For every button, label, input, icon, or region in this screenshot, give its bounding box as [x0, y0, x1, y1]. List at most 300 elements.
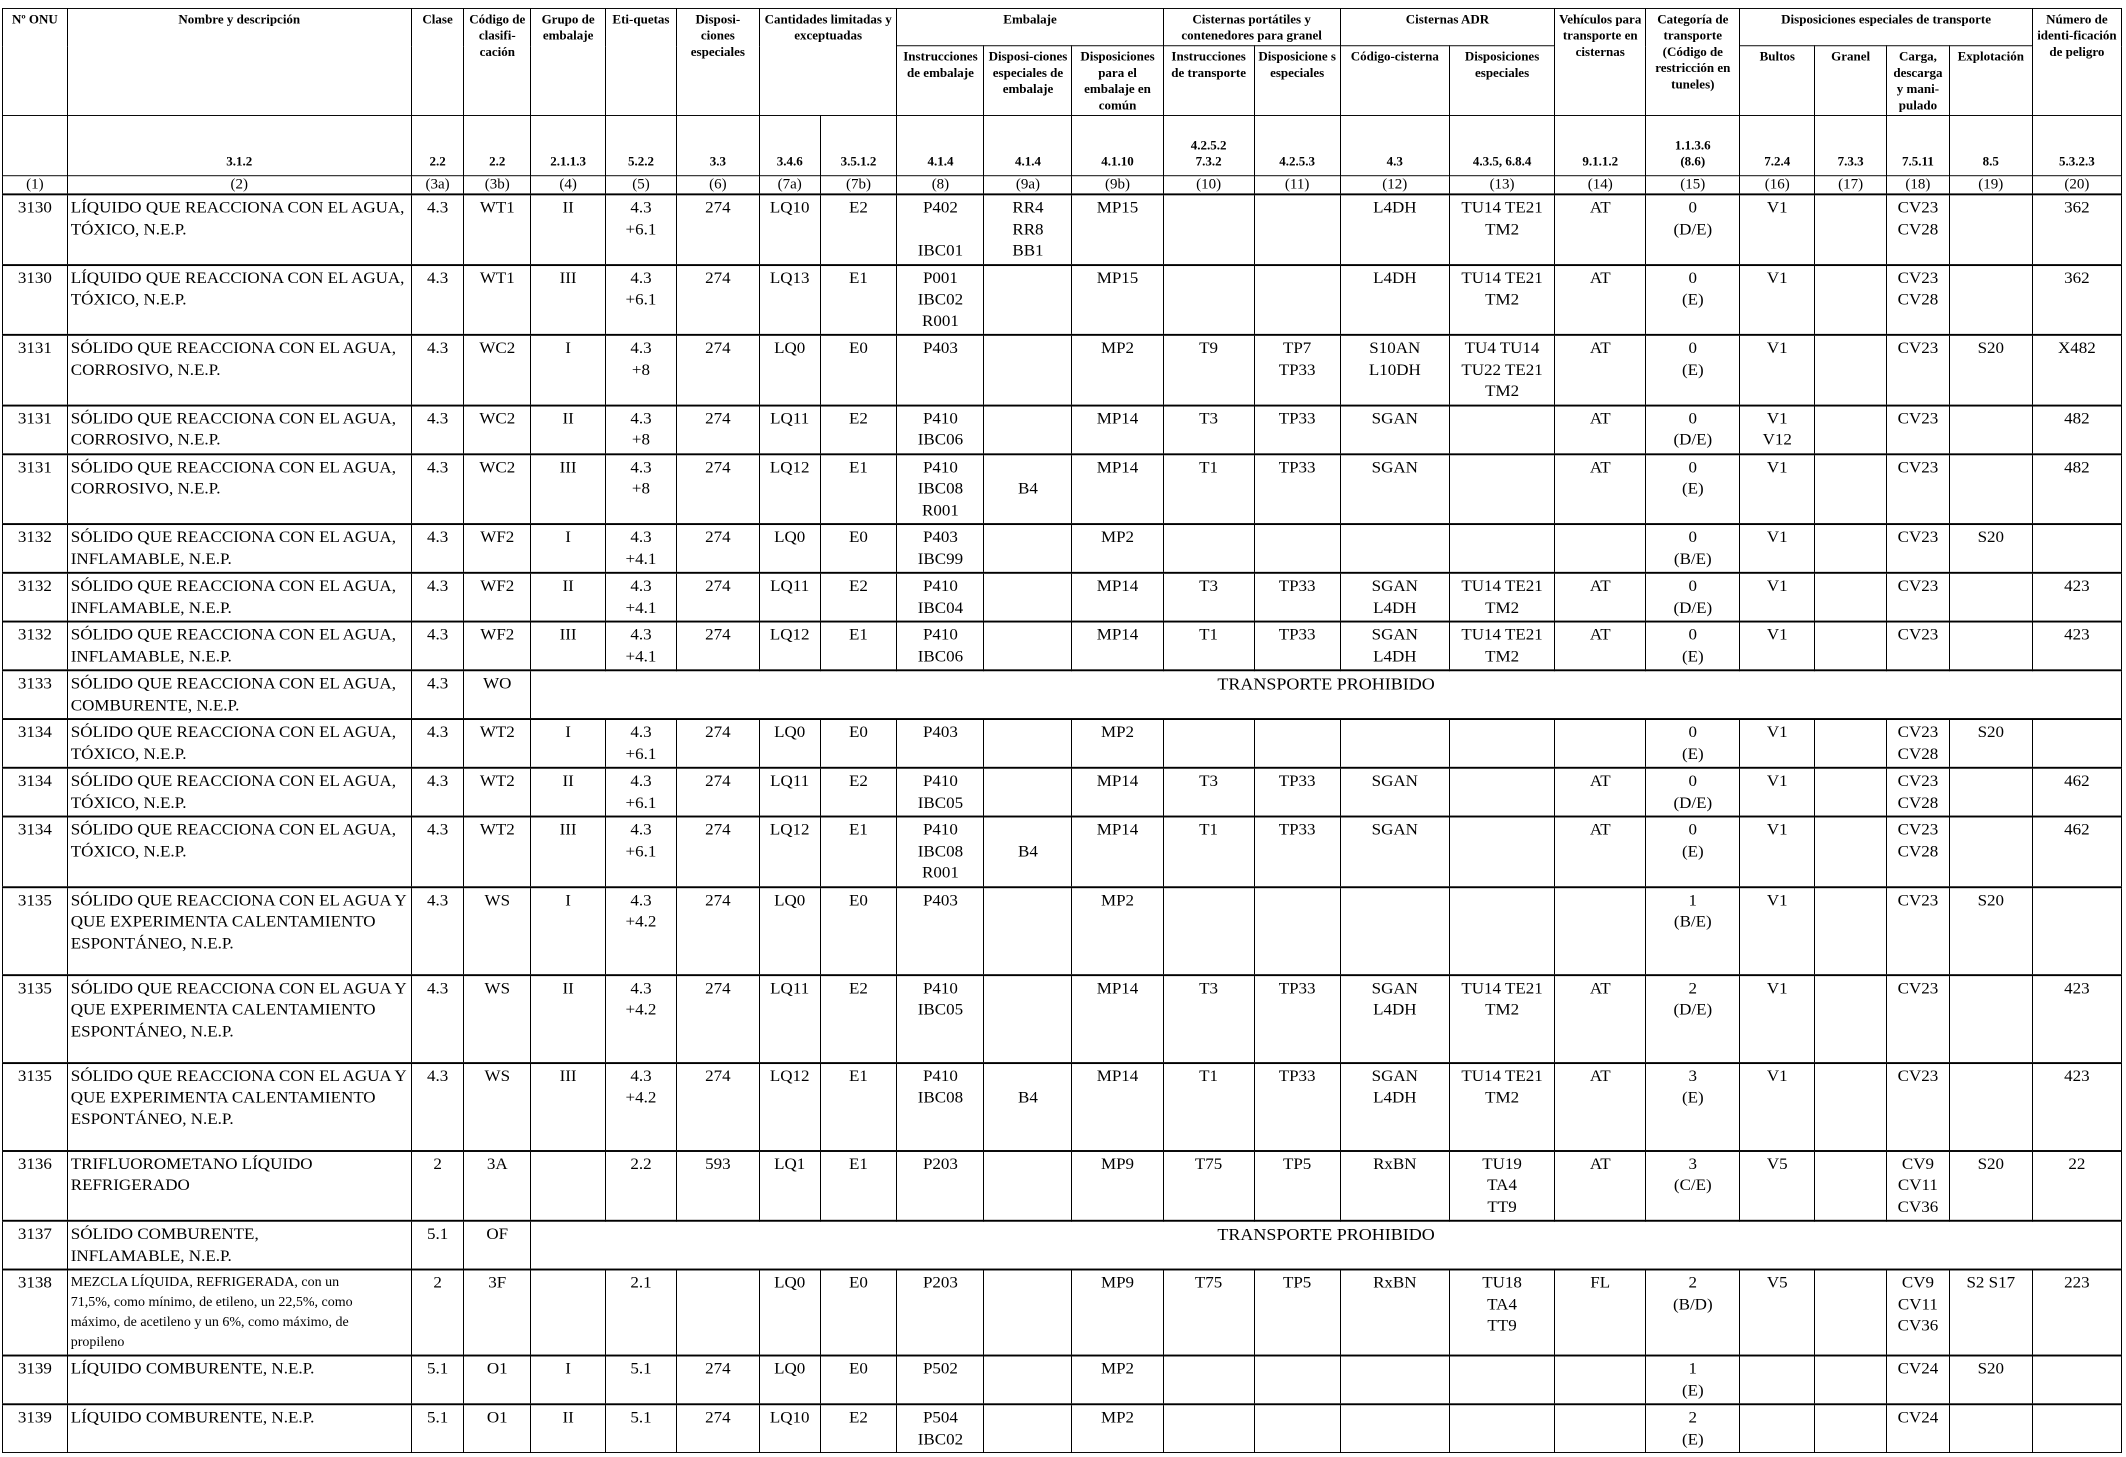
cell-tank-code: RxBN [1340, 1151, 1449, 1221]
cell-substance-name: SÓLIDO QUE REACCIONA CON EL AGUA, COMBURENTE, N.E.P. [67, 670, 411, 719]
cell-tank-code [1340, 719, 1449, 768]
cell-tank-code: RxBN [1340, 1270, 1449, 1356]
cell-special-packing [984, 1270, 1072, 1356]
cell-special-packing: B4 [984, 454, 1072, 524]
cell-transport-category: 0 (E) [1646, 454, 1740, 524]
cell-hazard-id: 482 [2032, 405, 2121, 454]
cell-special-provisions: 274 [676, 454, 759, 524]
cell-tank-instructions [1163, 719, 1254, 768]
cell-operation-provision [1949, 405, 2032, 454]
cell-bulk-provision [1815, 887, 1887, 975]
cell-special-packing [984, 975, 1072, 1063]
cell-loading-provision: CV23 [1887, 454, 1950, 524]
cell-special-provisions: 274 [676, 1404, 759, 1452]
cell-transport-category: 2 (D/E) [1646, 975, 1740, 1063]
cell-tank-special-provisions: TP33 [1254, 622, 1340, 671]
column-number: (5) [606, 176, 677, 195]
cell-class: 4.3 [411, 622, 464, 671]
cell-bulk-provision [1815, 1063, 1887, 1151]
header-packing-instructions: Instrucciones de embalaje [897, 46, 984, 116]
ref-c9b: 4.1.10 [1072, 116, 1163, 176]
cell-packing-instructions: P403 IBC99 [897, 524, 984, 573]
cell-tank-instructions: T9 [1163, 335, 1254, 405]
cell-labels: 2.1 [606, 1270, 677, 1356]
cell-classification-code: WT1 [464, 265, 531, 335]
cell-adr-special-provisions [1449, 1404, 1554, 1452]
cell-tank-code [1340, 524, 1449, 573]
cell-packages-provision: V1 [1740, 887, 1815, 975]
table-header [3, 8, 2122, 194]
cell-limited-quantity: LQ0 [759, 335, 820, 405]
cell-classification-code: WF2 [464, 622, 531, 671]
cell-excepted-quantity: E1 [820, 1151, 897, 1221]
cell-tank-instructions: T1 [1163, 817, 1254, 887]
cell-classification-code: 3A [464, 1151, 531, 1221]
header-limited-quantities: Cantidades limitadas y exceptuadas [759, 8, 897, 115]
cell-substance-name: LÍQUIDO QUE REACCIONA CON EL AGUA, TÓXICO, N.E.P. [67, 194, 411, 264]
header-portable-tanks-group: Cisternas portátiles y contenedores para granel [1163, 8, 1340, 45]
header-un-number: Nº ONU [3, 8, 68, 115]
cell-limited-quantity: LQ1 [759, 1151, 820, 1221]
column-number: (17) [1815, 176, 1887, 195]
cell-excepted-quantity: E1 [820, 454, 897, 524]
column-number: (11) [1254, 176, 1340, 195]
cell-special-packing [984, 719, 1072, 768]
cell-operation-provision [1949, 194, 2032, 264]
ref-c1 [3, 116, 68, 176]
cell-tank-code [1340, 1356, 1449, 1405]
cell-substance-name: MEZCLA LÍQUIDA, REFRIGERADA, con un 71,5%, como mínimo, de etileno, un 22,5%, como máximo, de acetileno y un 6%, como máximo, de propileno [67, 1270, 411, 1356]
cell-classification-code: WS [464, 887, 531, 975]
cell-un-number: 3136 [3, 1151, 68, 1221]
cell-tank-special-provisions [1254, 1356, 1340, 1405]
cell-transport-category: 1 (B/E) [1646, 887, 1740, 975]
cell-packing-group: II [531, 975, 606, 1063]
cell-operation-provision [1949, 1063, 2032, 1151]
cell-special-provisions: 274 [676, 817, 759, 887]
cell-excepted-quantity: E0 [820, 1356, 897, 1405]
cell-bulk-provision [1815, 719, 1887, 768]
cell-packing-group: III [531, 454, 606, 524]
cell-mixed-packing: MP14 [1072, 454, 1163, 524]
ref-c17: 7.3.3 [1815, 116, 1887, 176]
cell-mixed-packing: MP9 [1072, 1270, 1163, 1356]
column-number: (9a) [984, 176, 1072, 195]
cell-loading-provision: CV23 [1887, 1063, 1950, 1151]
cell-packing-group: III [531, 622, 606, 671]
header-transport-instructions: Instrucciones de transporte [1163, 46, 1254, 116]
cell-substance-name: SÓLIDO QUE REACCIONA CON EL AGUA Y QUE EXPERIMENTA CALENTAMIENTO ESPONTÁNEO, N.E.P. [67, 975, 411, 1063]
cell-tank-code [1340, 887, 1449, 975]
reference-row [3, 116, 2122, 176]
cell-substance-name: TRIFLUOROMETANO LÍQUIDO REFRIGERADO [67, 1151, 411, 1221]
cell-bulk-provision [1815, 817, 1887, 887]
cell-packages-provision: V1 V12 [1740, 405, 1815, 454]
table-row [3, 1404, 2122, 1452]
column-number: (14) [1555, 176, 1646, 195]
cell-excepted-quantity: E2 [820, 1404, 897, 1452]
cell-substance-name: SÓLIDO QUE REACCIONA CON EL AGUA, INFLAMABLE, N.E.P. [67, 573, 411, 622]
cell-substance-name: LÍQUIDO QUE REACCIONA CON EL AGUA, TÓXICO, N.E.P. [67, 265, 411, 335]
cell-packages-provision: V1 [1740, 768, 1815, 817]
cell-packing-group: III [531, 1063, 606, 1151]
cell-tank-vehicle: AT [1555, 405, 1646, 454]
cell-special-packing [984, 405, 1072, 454]
column-number-row [3, 176, 2122, 195]
cell-packages-provision: V1 [1740, 335, 1815, 405]
column-number: (3b) [464, 176, 531, 195]
cell-un-number: 3130 [3, 194, 68, 264]
cell-labels: 4.3 +6.1 [606, 194, 677, 264]
cell-excepted-quantity: E0 [820, 719, 897, 768]
cell-transport-prohibited: TRANSPORTE PROHIBIDO [531, 670, 2122, 719]
cell-excepted-quantity: E1 [820, 265, 897, 335]
header-packages: Bultos [1740, 46, 1815, 116]
cell-tank-code: SGAN L4DH [1340, 622, 1449, 671]
cell-special-packing [984, 335, 1072, 405]
cell-special-packing [984, 265, 1072, 335]
cell-classification-code: WC2 [464, 454, 531, 524]
cell-hazard-id [2032, 524, 2121, 573]
header-special-provisions: Disposi-ciones especiales [676, 8, 759, 115]
cell-classification-code: WC2 [464, 335, 531, 405]
cell-special-provisions: 593 [676, 1151, 759, 1221]
cell-packing-instructions: P403 [897, 719, 984, 768]
cell-class: 4.3 [411, 194, 464, 264]
cell-substance-name: SÓLIDO QUE REACCIONA CON EL AGUA, INFLAMABLE, N.E.P. [67, 524, 411, 573]
cell-limited-quantity: LQ13 [759, 265, 820, 335]
cell-special-packing [984, 622, 1072, 671]
cell-operation-provision [1949, 622, 2032, 671]
cell-loading-provision: CV23 [1887, 335, 1950, 405]
cell-class: 4.3 [411, 887, 464, 975]
cell-packing-instructions: P410 IBC05 [897, 975, 984, 1063]
cell-limited-quantity: LQ0 [759, 887, 820, 975]
ref-c12: 4.3 [1340, 116, 1449, 176]
cell-labels: 4.3 +4.1 [606, 524, 677, 573]
column-number: (3a) [411, 176, 464, 195]
cell-operation-provision: S20 [1949, 719, 2032, 768]
cell-limited-quantity: LQ0 [759, 1270, 820, 1356]
column-number: (19) [1949, 176, 2032, 195]
cell-tank-vehicle [1555, 524, 1646, 573]
cell-bulk-provision [1815, 335, 1887, 405]
cell-tank-special-provisions: TP33 [1254, 405, 1340, 454]
cell-operation-provision [1949, 1404, 2032, 1452]
cell-bulk-provision [1815, 768, 1887, 817]
cell-packing-group: III [531, 265, 606, 335]
cell-un-number: 3132 [3, 622, 68, 671]
table-row [3, 1221, 2122, 1270]
cell-labels: 4.3 +4.2 [606, 1063, 677, 1151]
cell-substance-name: SÓLIDO QUE REACCIONA CON EL AGUA, INFLAMABLE, N.E.P. [67, 622, 411, 671]
cell-loading-provision: CV23 [1887, 887, 1950, 975]
cell-classification-code: WO [464, 670, 531, 719]
cell-excepted-quantity: E1 [820, 622, 897, 671]
cell-packages-provision: V1 [1740, 1063, 1815, 1151]
cell-mixed-packing: MP2 [1072, 1356, 1163, 1405]
table-row [3, 454, 2122, 524]
cell-transport-prohibited: TRANSPORTE PROHIBIDO [531, 1221, 2122, 1270]
cell-transport-category: 0 (D/E) [1646, 573, 1740, 622]
header-special-transport-group: Disposiciones especiales de transporte [1740, 8, 2032, 45]
cell-operation-provision: S20 [1949, 1151, 2032, 1221]
cell-mixed-packing: MP2 [1072, 887, 1163, 975]
cell-transport-category: 0 (E) [1646, 622, 1740, 671]
cell-labels: 4.3 +4.2 [606, 887, 677, 975]
cell-loading-provision: CV24 [1887, 1356, 1950, 1405]
cell-tank-vehicle: AT [1555, 573, 1646, 622]
cell-tank-instructions [1163, 265, 1254, 335]
header-adr-special-provisions: Disposiciones especiales [1449, 46, 1554, 116]
header-bulk: Granel [1815, 46, 1887, 116]
cell-packing-instructions: P410 IBC04 [897, 573, 984, 622]
cell-classification-code: OF [464, 1221, 531, 1270]
cell-un-number: 3132 [3, 573, 68, 622]
cell-bulk-provision [1815, 1356, 1887, 1405]
cell-adr-special-provisions [1449, 719, 1554, 768]
cell-adr-special-provisions [1449, 1356, 1554, 1405]
cell-mixed-packing: MP14 [1072, 768, 1163, 817]
cell-excepted-quantity: E1 [820, 1063, 897, 1151]
cell-loading-provision: CV23 CV28 [1887, 265, 1950, 335]
cell-labels: 5.1 [606, 1404, 677, 1452]
cell-tank-instructions: T3 [1163, 573, 1254, 622]
header-mixed-packing: Disposiciones para el embalaje en común [1072, 46, 1163, 116]
table-row [3, 670, 2122, 719]
ref-c11: 4.2.5.3 [1254, 116, 1340, 176]
cell-mixed-packing: MP2 [1072, 335, 1163, 405]
cell-labels: 4.3 +4.2 [606, 975, 677, 1063]
cell-un-number: 3131 [3, 454, 68, 524]
cell-special-provisions [676, 1270, 759, 1356]
cell-limited-quantity: LQ11 [759, 573, 820, 622]
cell-tank-instructions [1163, 194, 1254, 264]
column-number: (7a) [759, 176, 820, 195]
cell-packing-instructions: P410 IBC05 [897, 768, 984, 817]
cell-tank-instructions: T1 [1163, 454, 1254, 524]
cell-packing-group: I [531, 1356, 606, 1405]
column-number: (7b) [820, 176, 897, 195]
cell-excepted-quantity: E1 [820, 817, 897, 887]
cell-limited-quantity: LQ10 [759, 1404, 820, 1452]
dangerous-goods-table [2, 8, 2122, 1453]
cell-special-provisions: 274 [676, 1063, 759, 1151]
column-number: (9b) [1072, 176, 1163, 195]
cell-bulk-provision [1815, 1404, 1887, 1452]
cell-tank-special-provisions [1254, 1404, 1340, 1452]
ref-c8: 4.1.4 [897, 116, 984, 176]
cell-un-number: 3135 [3, 1063, 68, 1151]
cell-mixed-packing: MP14 [1072, 1063, 1163, 1151]
cell-tank-vehicle [1555, 719, 1646, 768]
cell-operation-provision [1949, 265, 2032, 335]
cell-un-number: 3135 [3, 887, 68, 975]
cell-packages-provision: V1 [1740, 194, 1815, 264]
cell-limited-quantity: LQ12 [759, 1063, 820, 1151]
header-loading: Carga, descarga y mani-pulado [1887, 46, 1950, 116]
cell-un-number: 3131 [3, 335, 68, 405]
cell-adr-special-provisions: TU14 TE21 TM2 [1449, 573, 1554, 622]
cell-tank-code: SGAN L4DH [1340, 573, 1449, 622]
cell-substance-name: SÓLIDO COMBURENTE, INFLAMABLE, N.E.P. [67, 1221, 411, 1270]
cell-packing-group: I [531, 335, 606, 405]
cell-transport-category: 0 (E) [1646, 265, 1740, 335]
cell-un-number: 3134 [3, 768, 68, 817]
cell-adr-special-provisions [1449, 768, 1554, 817]
cell-un-number: 3134 [3, 719, 68, 768]
cell-special-provisions: 274 [676, 405, 759, 454]
cell-special-packing [984, 573, 1072, 622]
header-adr-tanks-group: Cisternas ADR [1340, 8, 1555, 45]
cell-tank-instructions: T1 [1163, 1063, 1254, 1151]
cell-substance-name: SÓLIDO QUE REACCIONA CON EL AGUA, TÓXICO, N.E.P. [67, 768, 411, 817]
cell-transport-category: 0 (E) [1646, 719, 1740, 768]
cell-adr-special-provisions [1449, 405, 1554, 454]
cell-special-provisions: 274 [676, 1356, 759, 1405]
table-row [3, 265, 2122, 335]
ref-c13: 4.3.5, 6.8.4 [1449, 116, 1554, 176]
cell-special-packing [984, 768, 1072, 817]
cell-un-number: 3138 [3, 1270, 68, 1356]
cell-packing-group [531, 1270, 606, 1356]
cell-packing-instructions: P502 [897, 1356, 984, 1405]
cell-un-number: 3130 [3, 265, 68, 335]
cell-packing-instructions: P504 IBC02 [897, 1404, 984, 1452]
cell-bulk-provision [1815, 1151, 1887, 1221]
cell-operation-provision: S20 [1949, 1356, 2032, 1405]
cell-transport-category: 0 (E) [1646, 335, 1740, 405]
cell-tank-vehicle: AT [1555, 768, 1646, 817]
cell-tank-instructions: T3 [1163, 768, 1254, 817]
cell-hazard-id: 423 [2032, 1063, 2121, 1151]
cell-hazard-id: 362 [2032, 194, 2121, 264]
cell-hazard-id: 22 [2032, 1151, 2121, 1221]
cell-hazard-id [2032, 887, 2121, 975]
cell-class: 5.1 [411, 1356, 464, 1405]
cell-packing-instructions: P203 [897, 1270, 984, 1356]
cell-tank-instructions [1163, 1356, 1254, 1405]
cell-tank-vehicle: AT [1555, 1151, 1646, 1221]
cell-substance-name: SÓLIDO QUE REACCIONA CON EL AGUA, TÓXICO, N.E.P. [67, 817, 411, 887]
cell-transport-category: 0 (D/E) [1646, 405, 1740, 454]
cell-classification-code: WT2 [464, 768, 531, 817]
cell-tank-vehicle: AT [1555, 194, 1646, 264]
cell-classification-code: WS [464, 1063, 531, 1151]
cell-classification-code: WT2 [464, 719, 531, 768]
table-row [3, 524, 2122, 573]
cell-loading-provision: CV23 CV28 [1887, 768, 1950, 817]
table-row [3, 335, 2122, 405]
cell-un-number: 3132 [3, 524, 68, 573]
cell-tank-special-provisions [1254, 719, 1340, 768]
cell-excepted-quantity: E0 [820, 1270, 897, 1356]
cell-tank-instructions [1163, 887, 1254, 975]
cell-class: 4.3 [411, 1063, 464, 1151]
cell-loading-provision: CV9 CV11 CV36 [1887, 1270, 1950, 1356]
table-row [3, 719, 2122, 768]
cell-limited-quantity: LQ10 [759, 194, 820, 264]
cell-hazard-id: 423 [2032, 975, 2121, 1063]
table-body [3, 194, 2122, 1452]
header-packing-group: Grupo de embalaje [531, 8, 606, 115]
cell-mixed-packing: MP14 [1072, 405, 1163, 454]
column-number: (13) [1449, 176, 1554, 195]
cell-substance-name: SÓLIDO QUE REACCIONA CON EL AGUA Y QUE EXPERIMENTA CALENTAMIENTO ESPONTÁNEO, N.E.P. [67, 887, 411, 975]
header-hazard-id: Número de identi-ficación de peligro [2032, 8, 2121, 115]
ref-c3b: 2.2 [464, 116, 531, 176]
cell-hazard-id: 462 [2032, 768, 2121, 817]
cell-class: 4.3 [411, 335, 464, 405]
cell-class: 4.3 [411, 454, 464, 524]
cell-mixed-packing: MP15 [1072, 265, 1163, 335]
cell-loading-provision: CV23 [1887, 622, 1950, 671]
header-name: Nombre y descripción [67, 8, 411, 115]
ref-c5: 5.2.2 [606, 116, 677, 176]
cell-loading-provision: CV23 CV28 [1887, 817, 1950, 887]
cell-packing-group: III [531, 817, 606, 887]
cell-packing-instructions: P410 IBC06 [897, 405, 984, 454]
cell-special-provisions: 274 [676, 194, 759, 264]
cell-packages-provision: V5 [1740, 1151, 1815, 1221]
cell-tank-vehicle: AT [1555, 975, 1646, 1063]
ref-c9a: 4.1.4 [984, 116, 1072, 176]
column-number: (12) [1340, 176, 1449, 195]
cell-packing-group: II [531, 194, 606, 264]
cell-operation-provision [1949, 573, 2032, 622]
column-number: (20) [2032, 176, 2121, 195]
cell-bulk-provision [1815, 194, 1887, 264]
cell-class: 4.3 [411, 405, 464, 454]
cell-un-number: 3131 [3, 405, 68, 454]
cell-un-number: 3134 [3, 817, 68, 887]
cell-limited-quantity: LQ12 [759, 622, 820, 671]
cell-tank-instructions: T3 [1163, 405, 1254, 454]
cell-adr-special-provisions: TU14 TE21 TM2 [1449, 265, 1554, 335]
cell-bulk-provision [1815, 622, 1887, 671]
table-row [3, 887, 2122, 975]
cell-operation-provision: S20 [1949, 887, 2032, 975]
cell-classification-code: WF2 [464, 573, 531, 622]
cell-adr-special-provisions [1449, 454, 1554, 524]
cell-packing-instructions: P403 [897, 335, 984, 405]
cell-labels: 5.1 [606, 1356, 677, 1405]
cell-tank-code: SGAN [1340, 405, 1449, 454]
cell-adr-special-provisions [1449, 524, 1554, 573]
cell-classification-code: 3F [464, 1270, 531, 1356]
column-number: (10) [1163, 176, 1254, 195]
cell-class: 4.3 [411, 719, 464, 768]
cell-labels: 4.3 +6.1 [606, 817, 677, 887]
cell-class: 4.3 [411, 265, 464, 335]
cell-mixed-packing: MP14 [1072, 817, 1163, 887]
cell-packing-group: I [531, 719, 606, 768]
cell-labels: 4.3 +8 [606, 335, 677, 405]
cell-packing-instructions: P403 [897, 887, 984, 975]
cell-hazard-id: 423 [2032, 622, 2121, 671]
cell-class: 2 [411, 1151, 464, 1221]
cell-loading-provision: CV23 [1887, 405, 1950, 454]
cell-packing-instructions: P410 IBC06 [897, 622, 984, 671]
cell-packing-instructions: P410 IBC08 R001 [897, 817, 984, 887]
cell-packing-instructions: P402 IBC01 [897, 194, 984, 264]
header-tank-code: Código-cisterna [1340, 46, 1449, 116]
cell-limited-quantity: LQ11 [759, 768, 820, 817]
cell-classification-code: O1 [464, 1356, 531, 1405]
cell-tank-code: SGAN L4DH [1340, 1063, 1449, 1151]
cell-adr-special-provisions [1449, 817, 1554, 887]
cell-special-provisions: 274 [676, 622, 759, 671]
